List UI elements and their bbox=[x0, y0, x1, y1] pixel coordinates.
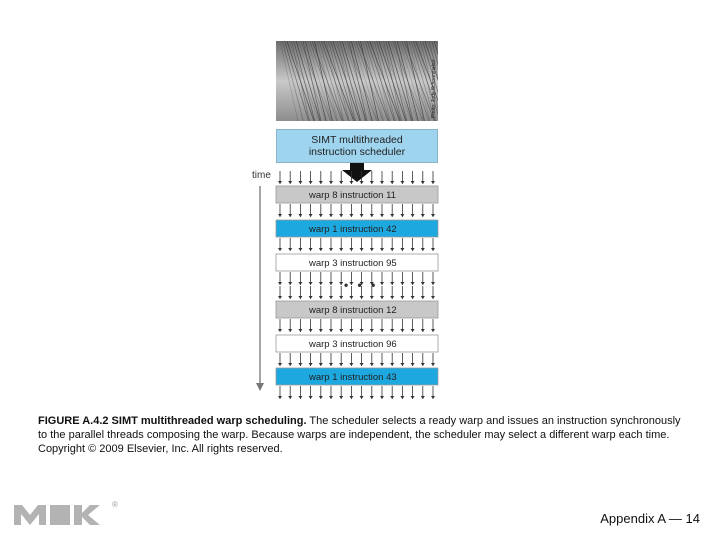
thread-arrowhead bbox=[278, 214, 282, 217]
thread-arrowhead bbox=[278, 296, 282, 299]
thread-arrowhead bbox=[400, 181, 404, 184]
thread-arrowhead bbox=[380, 329, 384, 332]
thread-arrowhead bbox=[278, 396, 282, 399]
thread-arrowhead bbox=[360, 329, 364, 332]
caption-text: The scheduler selects a ready warp and issues an instruction synchronously to the parallel threads composing the warp. Because warps are independent, the scheduler may select a different warp each time. Copyright © 2009 Elsevier, Inc. All rights reserved. bbox=[38, 415, 681, 455]
thread-arrowhead bbox=[319, 329, 323, 332]
thread-arrowhead bbox=[319, 396, 323, 399]
thread-arrowhead bbox=[390, 214, 394, 217]
thread-arrowhead bbox=[360, 296, 364, 299]
thread-arrowhead bbox=[380, 181, 384, 184]
thread-arrowhead bbox=[329, 296, 333, 299]
thread-arrowhead bbox=[309, 329, 313, 332]
thread-arrowhead bbox=[329, 329, 333, 332]
thread-arrowhead bbox=[278, 282, 282, 285]
thread-arrowhead bbox=[390, 282, 394, 285]
thread-arrowhead bbox=[329, 282, 333, 285]
thread-arrowhead bbox=[370, 363, 374, 366]
thread-arrowhead bbox=[421, 248, 425, 251]
caption-title: FIGURE A.4.2 SIMT multithreaded warp scheduling. bbox=[38, 415, 307, 427]
thread-arrowhead bbox=[309, 248, 313, 251]
thread-arrowhead bbox=[278, 248, 282, 251]
thread-arrowhead bbox=[278, 181, 282, 184]
thread-arrowhead bbox=[380, 248, 384, 251]
thread-arrowhead bbox=[349, 181, 353, 184]
thread-arrowhead bbox=[360, 181, 364, 184]
time-axis-label: time bbox=[252, 170, 271, 181]
thread-arrowhead bbox=[380, 363, 384, 366]
thread-arrowhead bbox=[309, 214, 313, 217]
thread-arrowhead bbox=[390, 329, 394, 332]
thread-arrowhead bbox=[421, 329, 425, 332]
thread-arrowhead bbox=[339, 363, 343, 366]
thread-arrowhead bbox=[421, 181, 425, 184]
thread-arrowhead bbox=[411, 181, 415, 184]
thread-arrowhead bbox=[390, 396, 394, 399]
thread-arrowhead bbox=[411, 282, 415, 285]
thread-arrowhead bbox=[421, 396, 425, 399]
thread-arrowhead bbox=[390, 248, 394, 251]
mk-logo bbox=[14, 497, 124, 531]
thread-arrowhead bbox=[339, 181, 343, 184]
registered-mark: ® bbox=[112, 500, 118, 509]
thread-arrowhead bbox=[431, 282, 435, 285]
thread-arrowhead bbox=[431, 396, 435, 399]
thread-arrowhead bbox=[380, 296, 384, 299]
thread-arrowhead bbox=[349, 248, 353, 251]
thread-arrowhead bbox=[298, 214, 302, 217]
warp-row-label: warp 3 instruction 96 bbox=[309, 339, 397, 350]
thread-arrowhead bbox=[400, 396, 404, 399]
thread-arrowhead bbox=[411, 329, 415, 332]
thread-arrowhead bbox=[339, 296, 343, 299]
thread-arrowhead bbox=[329, 248, 333, 251]
thread-arrowhead bbox=[421, 214, 425, 217]
thread-arrowhead bbox=[309, 181, 313, 184]
thread-arrowhead bbox=[329, 363, 333, 366]
thread-arrowhead bbox=[390, 363, 394, 366]
thread-arrowhead bbox=[309, 296, 313, 299]
thread-arrowhead bbox=[431, 181, 435, 184]
thread-arrowhead bbox=[411, 248, 415, 251]
thread-arrowhead bbox=[400, 329, 404, 332]
thread-arrowhead bbox=[298, 181, 302, 184]
thread-arrowhead bbox=[421, 282, 425, 285]
thread-arrowhead bbox=[360, 214, 364, 217]
warp-row-label: warp 8 instruction 12 bbox=[309, 305, 397, 316]
thread-arrowhead bbox=[431, 214, 435, 217]
thread-arrowhead bbox=[288, 296, 292, 299]
thread-arrowhead bbox=[339, 329, 343, 332]
ellipsis: • • • bbox=[344, 278, 379, 292]
thread-arrowhead bbox=[411, 396, 415, 399]
thread-arrowhead bbox=[288, 248, 292, 251]
thread-arrowhead bbox=[309, 282, 313, 285]
thread-arrowhead bbox=[390, 296, 394, 299]
thread-arrowhead bbox=[370, 329, 374, 332]
thread-arrowhead bbox=[319, 214, 323, 217]
thread-arrowhead bbox=[400, 282, 404, 285]
thread-arrowhead bbox=[329, 181, 333, 184]
thread-arrowhead bbox=[431, 329, 435, 332]
thread-arrowhead bbox=[319, 282, 323, 285]
thread-arrowhead bbox=[298, 296, 302, 299]
thread-arrowhead bbox=[319, 296, 323, 299]
photo-credit: Photo: Judy Schoonmaker bbox=[431, 59, 437, 118]
thread-arrowhead bbox=[349, 329, 353, 332]
thread-arrowhead bbox=[288, 282, 292, 285]
thread-arrowhead bbox=[339, 282, 343, 285]
thread-arrowhead bbox=[288, 329, 292, 332]
warp-row-label: warp 8 instruction 11 bbox=[309, 190, 396, 201]
thread-arrowhead bbox=[319, 363, 323, 366]
thread-arrowhead bbox=[329, 214, 333, 217]
thread-arrowhead bbox=[380, 396, 384, 399]
thread-arrowhead bbox=[370, 181, 374, 184]
thread-arrowhead bbox=[288, 363, 292, 366]
scheduler-output-arrow bbox=[342, 163, 372, 182]
thread-arrowhead bbox=[411, 363, 415, 366]
thread-arrowhead bbox=[309, 363, 313, 366]
thread-arrowhead bbox=[390, 181, 394, 184]
thread-arrowhead bbox=[319, 181, 323, 184]
thread-arrowhead bbox=[380, 282, 384, 285]
thread-arrowhead bbox=[360, 363, 364, 366]
thread-arrowhead bbox=[400, 363, 404, 366]
thread-arrowhead bbox=[400, 296, 404, 299]
scheduler-label-line-1: SIMT multithreaded bbox=[311, 134, 403, 146]
thread-arrowhead bbox=[349, 396, 353, 399]
thread-arrowhead bbox=[339, 248, 343, 251]
thread-arrowhead bbox=[278, 363, 282, 366]
thread-arrowhead bbox=[370, 396, 374, 399]
warp-row-label: warp 1 instruction 42 bbox=[309, 224, 397, 235]
thread-arrowhead bbox=[370, 214, 374, 217]
thread-arrowhead bbox=[400, 248, 404, 251]
thread-arrowhead bbox=[298, 248, 302, 251]
figure-caption bbox=[38, 414, 688, 456]
thread-arrowhead bbox=[298, 329, 302, 332]
thread-arrowhead bbox=[298, 363, 302, 366]
time-axis-arrowhead bbox=[256, 383, 264, 391]
thread-arrowhead bbox=[349, 296, 353, 299]
thread-arrowhead bbox=[298, 282, 302, 285]
thread-arrowhead bbox=[370, 296, 374, 299]
thread-arrowhead bbox=[278, 329, 282, 332]
thread-arrowhead bbox=[349, 214, 353, 217]
thread-arrowhead bbox=[288, 396, 292, 399]
thread-arrowhead bbox=[288, 181, 292, 184]
thread-arrowhead bbox=[421, 363, 425, 366]
thread-arrowhead bbox=[431, 296, 435, 299]
thread-arrowhead bbox=[400, 214, 404, 217]
thread-arrowhead bbox=[431, 248, 435, 251]
thread-arrowhead bbox=[339, 396, 343, 399]
page-number: Appendix A — 14 bbox=[600, 511, 700, 526]
thread-arrowhead bbox=[380, 214, 384, 217]
thread-arrowhead bbox=[298, 396, 302, 399]
thread-arrowhead bbox=[339, 214, 343, 217]
thread-arrowhead bbox=[319, 248, 323, 251]
warp-row-label: warp 3 instruction 95 bbox=[309, 258, 397, 269]
thread-arrowhead bbox=[431, 363, 435, 366]
thread-arrowhead bbox=[370, 248, 374, 251]
thread-arrowhead bbox=[309, 396, 313, 399]
scheduler-label-line-2: instruction scheduler bbox=[308, 146, 406, 158]
thread-arrowhead bbox=[360, 396, 364, 399]
thread-arrowhead bbox=[288, 214, 292, 217]
warp-row-label: warp 1 instruction 43 bbox=[309, 372, 397, 383]
thread-arrowhead bbox=[349, 363, 353, 366]
thread-arrowhead bbox=[411, 214, 415, 217]
thread-arrowhead bbox=[329, 396, 333, 399]
thread-arrowhead bbox=[411, 296, 415, 299]
thread-arrowhead bbox=[421, 296, 425, 299]
thread-arrowhead bbox=[360, 248, 364, 251]
